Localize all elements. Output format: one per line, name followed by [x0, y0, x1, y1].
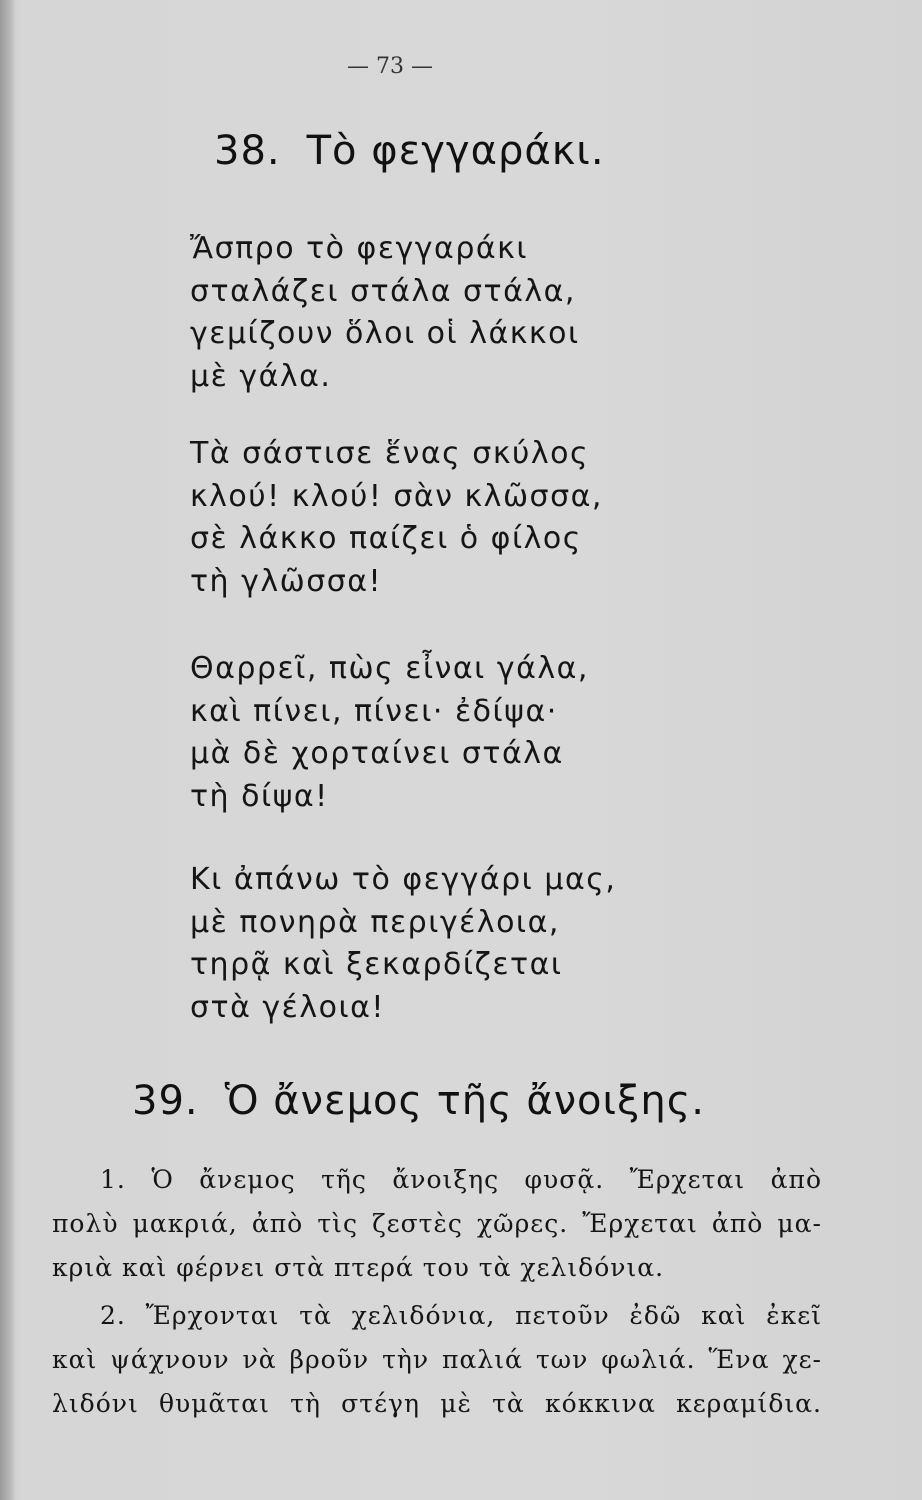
poem-line: μὲ γάλα. — [190, 358, 332, 394]
prose-paragraph-1 — [52, 1158, 822, 1290]
poem-line: μὲ πονηρὰ περιγέλοια, — [190, 904, 560, 940]
poem-line: σταλάζει στάλα στάλα, — [190, 273, 576, 309]
poem-stanza-4 — [190, 859, 616, 1029]
poem-title — [214, 128, 605, 174]
section-number: 39. — [132, 1078, 199, 1124]
poem-line: σὲ λάκκο παίζει ὁ φίλος — [190, 521, 582, 556]
page-binding-shadow — [0, 0, 16, 1500]
poem-stanza-2 — [190, 433, 603, 603]
section-title: Ὁ ἄνεμος τῆς ἄνοιξης. — [224, 1078, 705, 1124]
poem-line: κλού! κλού! σὰν κλῶσσα, — [190, 478, 603, 514]
poem-stanza-3 — [190, 648, 589, 818]
prose-line: κριὰ καὶ φέρνει στὰ πτερά του τὰ χελιδόνια. — [52, 1253, 665, 1282]
poem-stanza-1 — [190, 228, 580, 398]
section-number: 38. — [214, 128, 281, 174]
poem-line: Κι ἀπάνω τὸ φεγγάρι μας, — [190, 862, 617, 897]
poem-line: καὶ πίνει, πίνει· ἐδίψα· — [190, 693, 558, 729]
prose-line: 1. Ὁ ἄνεμος τῆς ἄνοιξης φυσᾷ. Ἔρχεται ἀπὸ — [100, 1165, 822, 1194]
prose-title — [132, 1078, 705, 1124]
prose-line: 2. Ἔρχονται τὰ χελιδόνια, πετοῦν ἐδῶ καὶ ἐκεῖ — [100, 1301, 822, 1330]
poem-line: τηρᾷ καὶ ξεκαρδίζεται — [190, 947, 563, 982]
poem-line: τὴ δίψα! — [190, 778, 329, 814]
prose-line: καὶ ψάχνουν νὰ βροῦν τὴν παλιά των φωλιά. Ἕνα χε- — [52, 1345, 822, 1374]
prose-line: πολὺ μακριά, ἀπὸ τὶς ζεστὲς χῶρες. Ἔρχεται ἀπὸ μα- — [52, 1209, 822, 1238]
page-number: — 73 — — [347, 54, 433, 79]
poem-line: μὰ δὲ χορταίνει στάλα — [190, 736, 564, 771]
prose-line: λιδόνι θυμᾶται τὴ στέγη μὲ τὰ κόκκινα κεραμίδια. — [52, 1389, 822, 1418]
poem-line: Θαρρεῖ, πὼς εἶναι γάλα, — [190, 651, 589, 686]
prose-paragraph-2 — [52, 1294, 822, 1426]
poem-line: τὴ γλῶσσα! — [190, 563, 383, 599]
poem-line: Τὰ σάστισε ἕνας σκύλος — [190, 436, 590, 471]
poem-line: γεμίζουν ὅλοι οἱ λάκκοι — [190, 316, 580, 351]
poem-line: Ἄσπρο τὸ φεγγαράκι — [190, 231, 528, 266]
poem-line: στὰ γέλοια! — [190, 989, 385, 1025]
section-title: Τὸ φεγγαράκι. — [306, 128, 605, 174]
